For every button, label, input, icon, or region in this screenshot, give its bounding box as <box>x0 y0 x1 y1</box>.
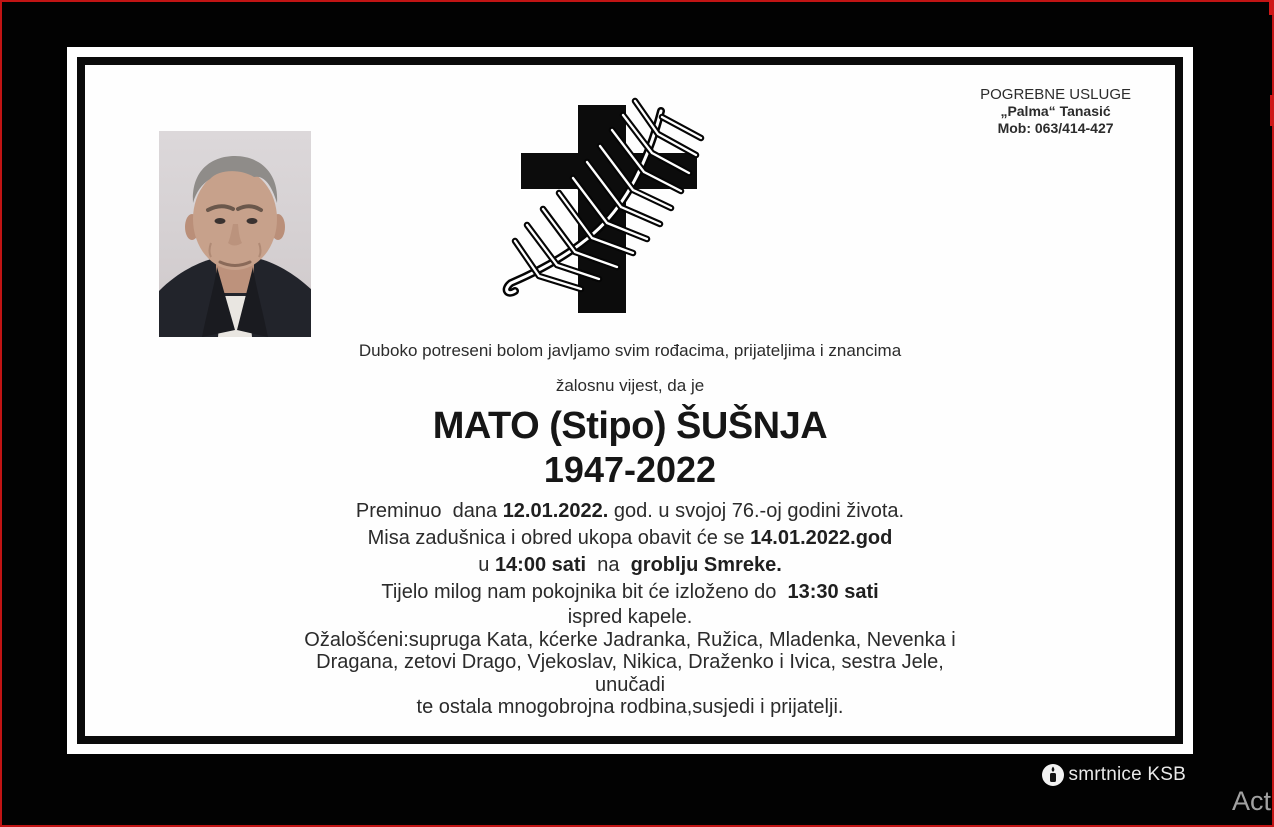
brand-label: smrtnice KSB <box>1068 764 1186 785</box>
death-date: 12.01.2022. <box>502 500 609 522</box>
funeral-time-pre: u <box>478 554 495 576</box>
funeral-time: 14:00 sati <box>494 554 587 576</box>
mourners-line-2: Dragana, zetovi Drago, Vjekoslav, Nikica, Draženko i Ivica, sestra Jele, <box>316 651 944 673</box>
mourners-section <box>85 606 1175 719</box>
activation-watermark: Act <box>1231 786 1271 816</box>
funeral-time-line <box>85 552 1175 579</box>
deceased-portrait-photo <box>159 131 311 337</box>
funeral-place: groblju Smreke. <box>630 554 782 576</box>
death-date-line <box>85 498 1175 525</box>
funeral-home-info <box>980 86 1131 137</box>
death-date-post: god. u svojoj 76.-oj godini života. <box>608 500 905 522</box>
obituary-card-border <box>77 57 1183 744</box>
funeral-date-line <box>85 525 1175 552</box>
obituary-card <box>67 47 1193 754</box>
deceased-name: MATO (Stipo) ŠUŠNJA <box>432 405 828 447</box>
viewing-line <box>85 579 1175 606</box>
funeral-home-name: „Palma“ Tanasić <box>1000 103 1111 119</box>
announcement-line-2: žalosnu vijest, da je <box>555 376 705 395</box>
funeral-date: 14.01.2022.god <box>750 527 893 549</box>
funeral-details <box>85 498 1175 606</box>
deceased-years: 1947-2022 <box>543 449 717 490</box>
mourners-line-1: Ožalošćeni:supruga Kata, kćerke Jadranka, Ružica, Mladenka, Nevenka i <box>304 628 956 651</box>
funeral-home-phone: Mob: 063/414-427 <box>997 120 1114 136</box>
viewing-pre: Tijelo milog nam pokojnika bit će izloženo do <box>381 581 788 603</box>
death-date-pre: Preminuo dana <box>355 500 503 522</box>
smrtnice-brand <box>1041 763 1187 787</box>
obituary-text <box>85 333 1175 719</box>
announcement-line-1: Duboko potreseni bolom javljamo svim rođacima, prijateljima i znancima <box>358 341 902 360</box>
edge-mark-side <box>1270 95 1274 126</box>
funeral-home-type: POGREBNE USLUGE <box>980 86 1131 103</box>
mourners-line-4: te ostala mnogobrojna rodbina,susjedi i prijatelji. <box>416 696 844 718</box>
viewing-place-line: ispred kapele. <box>567 606 693 628</box>
mourners-line-3: unučadi <box>594 673 666 696</box>
candle-icon <box>1041 763 1065 787</box>
funeral-date-pre: Misa zadušnica i obred ukopa obavit će se <box>367 527 751 549</box>
cross-palm-icon <box>499 93 741 325</box>
viewing-time: 13:30 sati <box>787 581 879 603</box>
funeral-time-mid: na <box>586 554 631 576</box>
edge-mark-top <box>1269 0 1274 15</box>
